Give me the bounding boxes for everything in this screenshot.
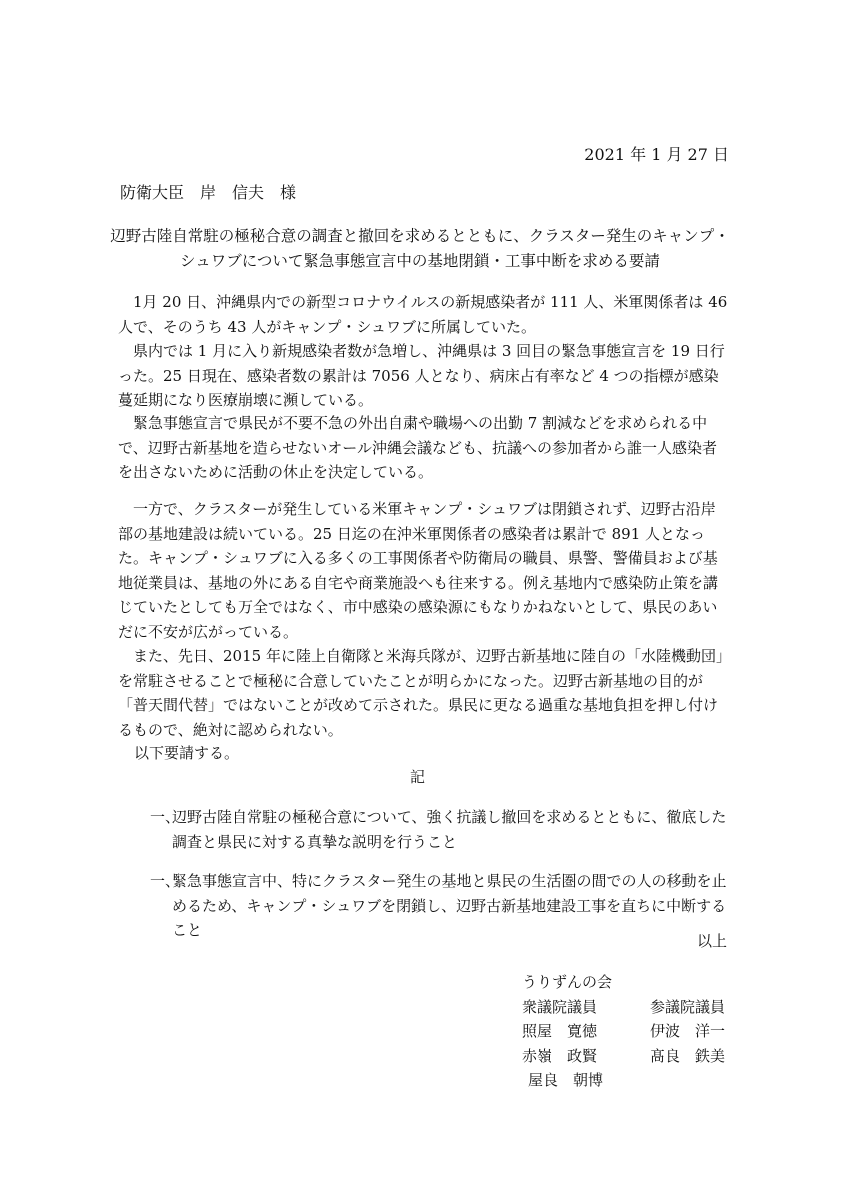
title-line-2: シュワブについて緊急事態宣言中の基地閉鎖・工事中断を求める要請 (180, 252, 660, 270)
closing-ijou: 以上 (696, 932, 727, 950)
document-date: 2021 年 1 月 27 日 (584, 145, 729, 164)
title-line-1: 辺野古陸自常駐の極秘合意の調査と撤回を求めるとともに、クラスター発生のキャンプ・ (110, 227, 730, 245)
member-name: 照屋 寛徳 (522, 1022, 598, 1040)
paragraph-3: 緊急事態宣言で県民が不要不急の外出自粛や職場への出勤 7 割減などを求められる中で、辺野古新基地を造らせないオール沖縄会議なども、抗議への参加者から誰一人感染者を出さないために活動の休止を決定している。 (118, 414, 717, 481)
request-item-1 (150, 805, 730, 854)
request-item-2 (150, 869, 730, 943)
request-item-mark: 一、 (150, 872, 181, 890)
paragraph-2: 県内では 1 月に入り新規感染者数が急増し、沖縄県は 3 回目の緊急事態宣言を 19 日行った。25 日現在、感染者数の累計は 7056 人となり、病床占有率など 4 つの指標が感染蔓延期になり医療崩壊に瀕している。 (118, 342, 725, 409)
document-title (110, 224, 730, 274)
house-lower-label: 衆議院議員 (522, 997, 598, 1016)
request-item-mark: 一、 (150, 808, 181, 826)
house-upper-label: 参議院議員 (650, 997, 726, 1016)
request-intro: 以下要請する。 (134, 744, 240, 762)
request-item-text: 辺野古陸自常駐の極秘合意について、強く抗議し撤回を求めるとともに、徹底した調査と県民に対する真摯な説明を行うこと (172, 808, 727, 851)
paragraph-5: また、先日、2015 年に陸上自衛隊と米海兵隊が、辺野古新基地に陸自の「水陸機動団」を常駐させることで極秘に合意していたことが明らかになった。辺野古新基地の目的が「普天間代替」ではないことが改めて示された。県民に更なる過重な基地負担を押し付けるもので、絶対に認められない。 (118, 647, 724, 739)
ki-heading: 記 (410, 768, 426, 786)
member-name: 赤嶺 政賢 (522, 1046, 598, 1065)
member-name: 屋良 朝博 (528, 1071, 604, 1089)
addressee: 防衛大臣 岸 信夫 様 (120, 183, 297, 202)
member-name: 髙良 鉄美 (650, 1046, 726, 1065)
paragraph-1: 1月 20 日、沖縄県内での新型コロナウイルスの新規感染者が 111 人、米軍関係者は 46 人で、そのうち 43 人がキャンプ・シュワブに所属していた。 (118, 293, 728, 336)
paragraph-4: 一方で、クラスターが発生している米軍キャンプ・シュワブは閉鎖されず、辺野古沿岸部の基地建設は続いている。25 日迄の在沖米軍関係者の感染者は累計で 891 人となった。キャンプ・シュワブに入る多くの工事関係者や防衛局の職員、県警、警備員および基地従業員は、基地の外にある自宅や商業施設へも往来する。例え基地内で感染防止策を講じていたとしても万全ではなく、市中感染の感染源にもなりかねないとして、県民のあいだに不安が広がっている。 (118, 500, 719, 641)
group-name: うりずんの会 (522, 973, 613, 991)
member-name: 伊波 洋一 (650, 1022, 726, 1040)
request-item-text: 緊急事態宣言中、特にクラスター発生の基地と県民の生活圏の間での人の移動を止めるため、キャンプ・シュワブを閉鎖し、辺野古新基地建設工事を直ちに中断すること (172, 872, 727, 939)
